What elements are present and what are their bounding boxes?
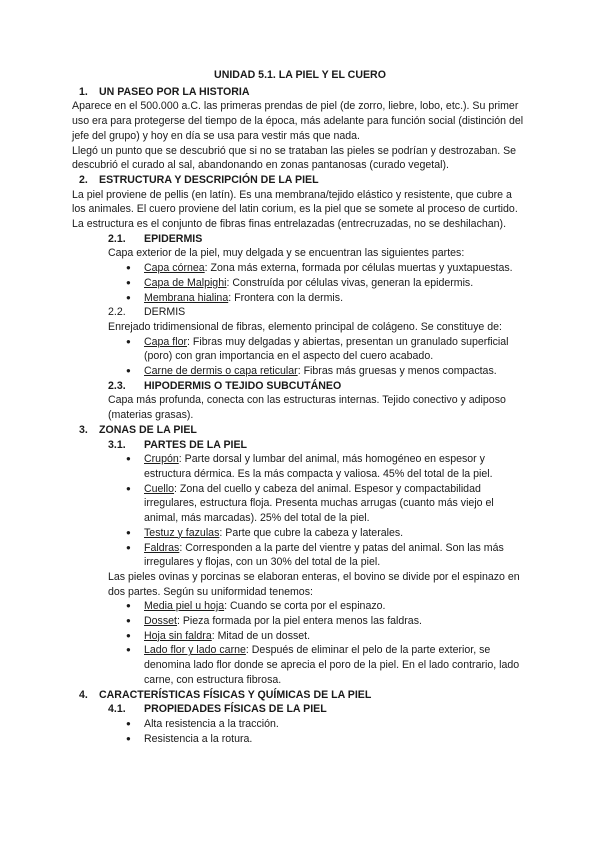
list-term: Capa de Malpighi [144, 276, 227, 289]
list-term: Hoja sin faldra [144, 629, 212, 642]
list-term: Cuello [144, 482, 175, 495]
paragraph: Capa más profunda, conecta con las estructuras internas. Tejido conectivo y adiposo (materias grasas). [108, 394, 506, 422]
bullet-list-partes [72, 452, 528, 570]
section-number: 2. [79, 173, 88, 186]
section-title: CARACTERÍSTICAS FÍSICAS Y QUÍMICAS DE LA PIEL [99, 688, 372, 701]
subsection-title: DERMIS [144, 306, 186, 319]
list-item [126, 261, 528, 276]
bullet-list-uniformidad [72, 599, 528, 687]
paragraph: Aparece en el 500.000 a.C. las primeras prendas de piel (de zorro, liebre, lobo, etc.). Su primer uso era para protegerse del tiempo de la época, más adelante para función social (distinción del jefe del grupo) y hoy en día se usa para vestir más que nada. [72, 100, 524, 142]
list-text: : Parte dorsal y lumbar del animal, más homogéneo en espesor y estructura dérmica. Es la más compacta y valiosa. 45% del total de la piel. [144, 453, 493, 480]
subsection-heading-2-2 [108, 305, 528, 320]
list-item [126, 335, 528, 364]
list-text: : Fibras muy delgadas y abiertas, presentan un granulado superficial (poro) con gran importancia en el aspecto del cuero acabado. [144, 335, 509, 363]
list-text: : Fibras más gruesas y menos compactas. [297, 365, 497, 378]
list-item [126, 643, 528, 687]
paragraph: Capa exterior de la piel, muy delgada y se encuentran las siguientes partes: [108, 247, 465, 260]
paragraph: Enrejado tridimensional de fibras, elemento principal de colágeno. Se constituye de: [108, 320, 502, 333]
subsection-heading-4-1 [108, 702, 528, 717]
section-number: 1. [79, 85, 88, 98]
subsection-title: HIPODERMIS O TEJIDO SUBCUTÁNEO [144, 379, 342, 392]
list-text: : Pieza formada por la piel entera menos las faldras. [176, 615, 422, 628]
list-text: : Zona del cuello y cabeza del animal. Espesor y compactabilidad irregulares, estructura floja. Presenta muchas arrugas (cuanto más viejo el animal, más marcadas). 25% del total de la piel. [144, 482, 494, 525]
section-title: ESTRUCTURA Y DESCRIPCIÓN DE LA PIEL [99, 173, 319, 186]
bullet-list-dermis [72, 335, 528, 379]
list-text: : Cuando se corta por el espinazo. [224, 600, 386, 613]
list-item [126, 452, 528, 481]
list-term: Dosset [144, 615, 177, 628]
list-item [126, 526, 528, 541]
list-text: : Construída por células vivas, generan la epidermis. [226, 276, 474, 289]
page-title: UNIDAD 5.1. LA PIEL Y EL CUERO [214, 69, 386, 81]
paragraph: Llegó un punto que se descubrió que si no se trataban las pieles se podrían y destrozaban. Se descubrió el curado al sal, abandonando en zonas pantanosas (curado vegetal). [72, 144, 517, 172]
list-term: Lado flor y lado carne [144, 644, 246, 657]
list-term: Carne de dermis o capa reticular [144, 365, 298, 378]
list-term: Capa flor [144, 335, 187, 348]
list-item [126, 541, 528, 570]
list-item [126, 599, 528, 614]
list-item [126, 291, 528, 306]
list-item: ● Alta resistencia a la tracción. [126, 717, 528, 732]
section-heading-1 [72, 85, 528, 100]
section-heading-3 [72, 423, 528, 438]
list-item [126, 482, 528, 526]
document-page [72, 68, 528, 746]
bullet-list-epidermis [72, 261, 528, 305]
paragraph: Las pieles ovinas y porcinas se elaboran enteras, el bovino se divide por el espinazo en dos partes. Según su uniformidad tenemos: [108, 570, 520, 598]
list-item: ● Resistencia a la rotura. [126, 732, 528, 747]
list-text: : Frontera con la dermis. [228, 291, 344, 304]
bullet-list-propiedades [72, 717, 528, 746]
list-text: : Zona más externa, formada por células muertas y yuxtapuestas. [204, 262, 513, 275]
subsection-number: 3.1. [108, 438, 126, 451]
subsection-heading-2-3 [108, 379, 528, 394]
list-text: : Después de eliminar el pelo de la parte exterior, se denomina lado flor donde se aprecia el poro de la piel. En el lado contrario, lado carne, con estructura fibrosa. [144, 644, 520, 686]
section-title: ZONAS DE LA PIEL [99, 423, 197, 436]
list-item [126, 364, 528, 379]
section-number: 4. [79, 688, 88, 701]
section-number: 3. [79, 423, 88, 436]
subsection-number: 2.1. [108, 232, 126, 245]
subsection-number: 4.1. [108, 703, 126, 716]
list-term: Faldras [144, 541, 180, 554]
list-item [126, 276, 528, 291]
list-text: : Corresponden a la parte del vientre y patas del animal. Son las más irregulares y flojas, con un 30% del total de la piel. [144, 541, 504, 569]
list-text: : Parte que cubre la cabeza y laterales. [219, 526, 404, 539]
subsection-number: 2.3. [108, 379, 126, 392]
subsection-title: PROPIEDADES FÍSICAS DE LA PIEL [144, 703, 327, 716]
section-title: UN PASEO POR LA HISTORIA [99, 85, 250, 98]
list-item [126, 629, 528, 644]
list-term: Capa córnea [144, 262, 205, 275]
list-text: : Mitad de un dosset. [211, 629, 311, 642]
subsection-title: EPIDERMIS [144, 232, 203, 245]
subsection-title: PARTES DE LA PIEL [144, 438, 248, 451]
subsection-number: 2.2. [108, 306, 126, 319]
list-item [126, 614, 528, 629]
section-heading-2 [72, 173, 528, 188]
subsection-heading-2-1 [108, 232, 528, 247]
list-term: Testuz y fazulas [144, 526, 220, 539]
list-term: Media piel u hoja [144, 600, 225, 613]
list-term: Crupón [144, 453, 179, 466]
section-heading-4 [72, 688, 528, 703]
paragraph: La piel proviene de pellis (en latín). Es una membrana/tejido elástico y resistente, que cubre a los animales. El cuero proviene del latin corium, es la piel que se somete al proceso de curtido. La estructura es el conjunto de fibras finas entrelazadas (entrecruzadas, no se deshilachan). [72, 188, 518, 231]
list-term: Membrana hialina [144, 291, 229, 304]
subsection-heading-3-1 [108, 438, 528, 453]
